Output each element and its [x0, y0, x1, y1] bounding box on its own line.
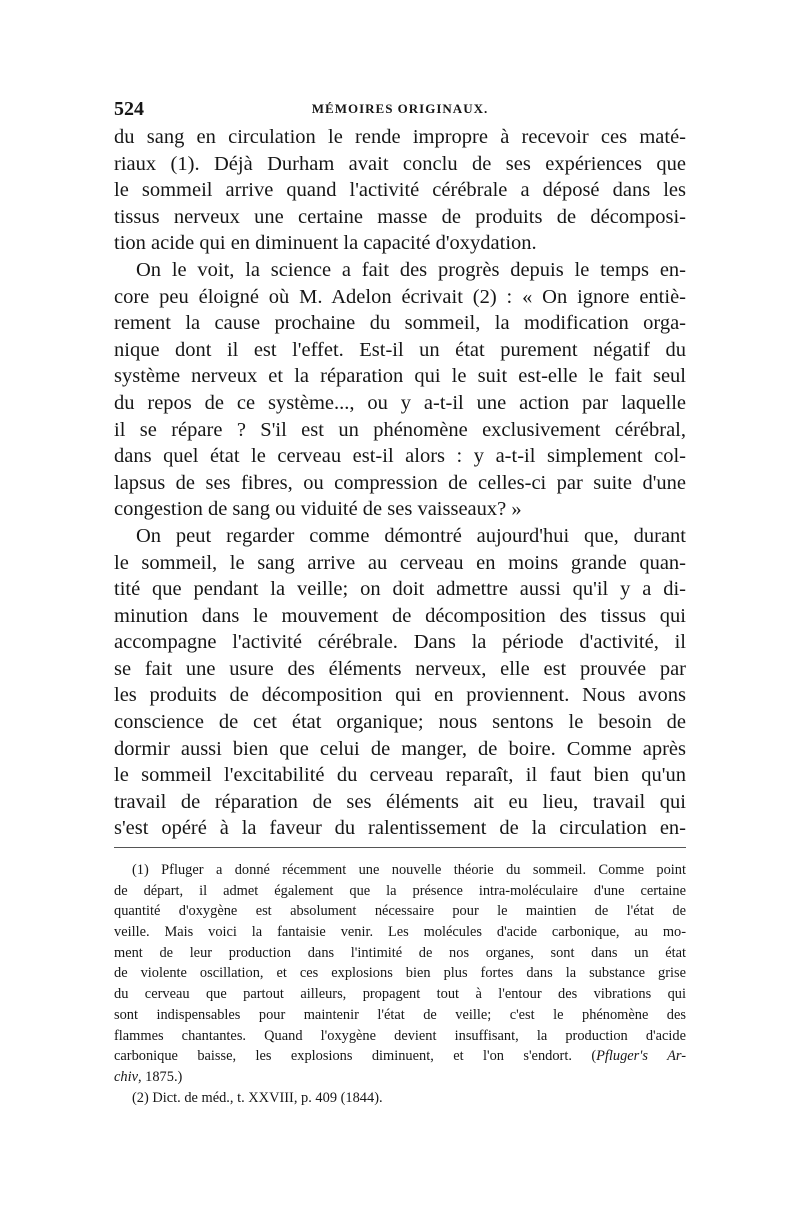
footnote-separator	[114, 847, 686, 848]
footnote-line-citation-end	[114, 1067, 686, 1088]
footnote-line: ment de leur production dans l'intimité de nos organes, sont dans un état	[114, 944, 686, 961]
citation-journal-cont: chiv	[114, 1068, 138, 1085]
footnote-line: du cerveau que partout ailleurs, propagent tout à l'entour des vibrations qui	[114, 986, 686, 1003]
footnote-line: quantité d'oxygène est absolument nécessaire pour le maintien de l'état de	[114, 903, 686, 920]
body-line: minution dans le mouvement de décomposition des tissus qui	[114, 604, 686, 627]
body-line: lapsus de ses fibres, ou compression de celles-ci par suite d'une	[114, 471, 686, 494]
body-line: dormir aussi bien que celui de manger, de boire. Comme après	[114, 737, 686, 760]
footnote-line: (1) Pfluger a donné récemment une nouvelle théorie du sommeil. Comme point	[132, 862, 686, 879]
footnote-line: flammes chantantes. Quand l'oxygène devient insuffisant, la production d'acide	[114, 1027, 686, 1044]
page	[114, 98, 686, 1108]
footnote-text: carbonique baisse, les explosions diminuent, et l'on s'endort. (	[114, 1048, 597, 1065]
footnote-line: veille. Mais voici la fantaisie venir. Les molécules d'acide carbonique, au mo-	[114, 924, 686, 941]
body-line: tité que pendant la veille; on doit admettre aussi qu'il y a di-	[114, 578, 686, 601]
body-text	[114, 124, 686, 842]
body-line: travail de réparation de ses éléments ait eu lieu, travail qui	[114, 790, 686, 813]
body-line: On peut regarder comme démontré aujourd'hui que, durant	[136, 524, 686, 547]
body-line: dans quel état le cerveau est-il alors : y a-t-il simplement col-	[114, 445, 686, 468]
body-line: conscience de cet état organique; nous sentons le besoin de	[114, 711, 686, 734]
body-line: il se répare ? S'il est un phénomène exclusivement cérébral,	[114, 418, 686, 441]
footnote-line: de violente oscillation, et ces explosions bien plus fortes dans la substance grise	[114, 965, 686, 982]
page-number: 524	[114, 98, 144, 120]
body-line: s'est opéré à la faveur du ralentissement de la circulation en-	[114, 817, 686, 840]
body-line: tion acide qui en diminuent la capacité d'oxydation.	[114, 232, 537, 255]
body-line: accompagne l'activité cérébrale. Dans la période d'activité, il	[114, 631, 686, 654]
body-line: le sommeil arrive quand l'activité cérébrale a déposé dans les	[114, 179, 686, 202]
body-line: On le voit, la science a fait des progrès depuis le temps en-	[136, 258, 686, 281]
body-line: congestion de sang ou viduité de ses vaisseaux? »	[114, 498, 522, 521]
body-line: les produits de décomposition qui en proviennent. Nous avons	[114, 684, 686, 707]
footnote-line: sont indispensables pour maintenir l'état de veille; c'est le phénomène des	[114, 1006, 686, 1023]
body-line: système nerveux et la réparation qui le suit est-elle le fait seul	[114, 365, 686, 388]
running-head	[114, 98, 686, 120]
body-line: tissus nerveux une certaine masse de produits de décomposi-	[114, 205, 686, 228]
body-line: rement la cause prochaine du sommeil, la modification orga-	[114, 312, 686, 335]
footnote-line: de départ, il admet également que la présence intra-moléculaire d'une certaine	[114, 882, 686, 899]
citation-journal: Pfluger's Ar-	[596, 1048, 686, 1065]
footnote-2: (2) Dict. de méd., t. XXVIII, p. 409 (1844).	[132, 1089, 383, 1106]
footnote-line-with-citation	[114, 1046, 686, 1067]
citation-year: , 1875.)	[137, 1068, 183, 1085]
body-line: se fait une usure des éléments nerveux, elle est prouvée par	[114, 657, 686, 680]
body-line: le sommeil l'excitabilité du cerveau reparaît, il faut bien qu'un	[114, 764, 686, 787]
body-line: core peu éloigné où M. Adelon écrivait (2) : « On ignore entiè-	[114, 285, 686, 308]
body-line: le sommeil, le sang arrive au cerveau en moins grande quan-	[114, 551, 686, 574]
body-line: du sang en circulation le rende impropre à recevoir ces maté-	[114, 126, 686, 148]
body-line: nique dont il est l'effet. Est-il un état purement négatif du	[114, 338, 686, 361]
body-line: du repos de ce système..., ou y a-t-il une action par laquelle	[114, 391, 686, 414]
body-line: riaux (1). Déjà Durham avait conclu de ses expériences que	[114, 152, 686, 175]
running-title: MÉMOIRES ORIGINAUX.	[311, 101, 489, 116]
footnotes	[114, 860, 686, 1108]
